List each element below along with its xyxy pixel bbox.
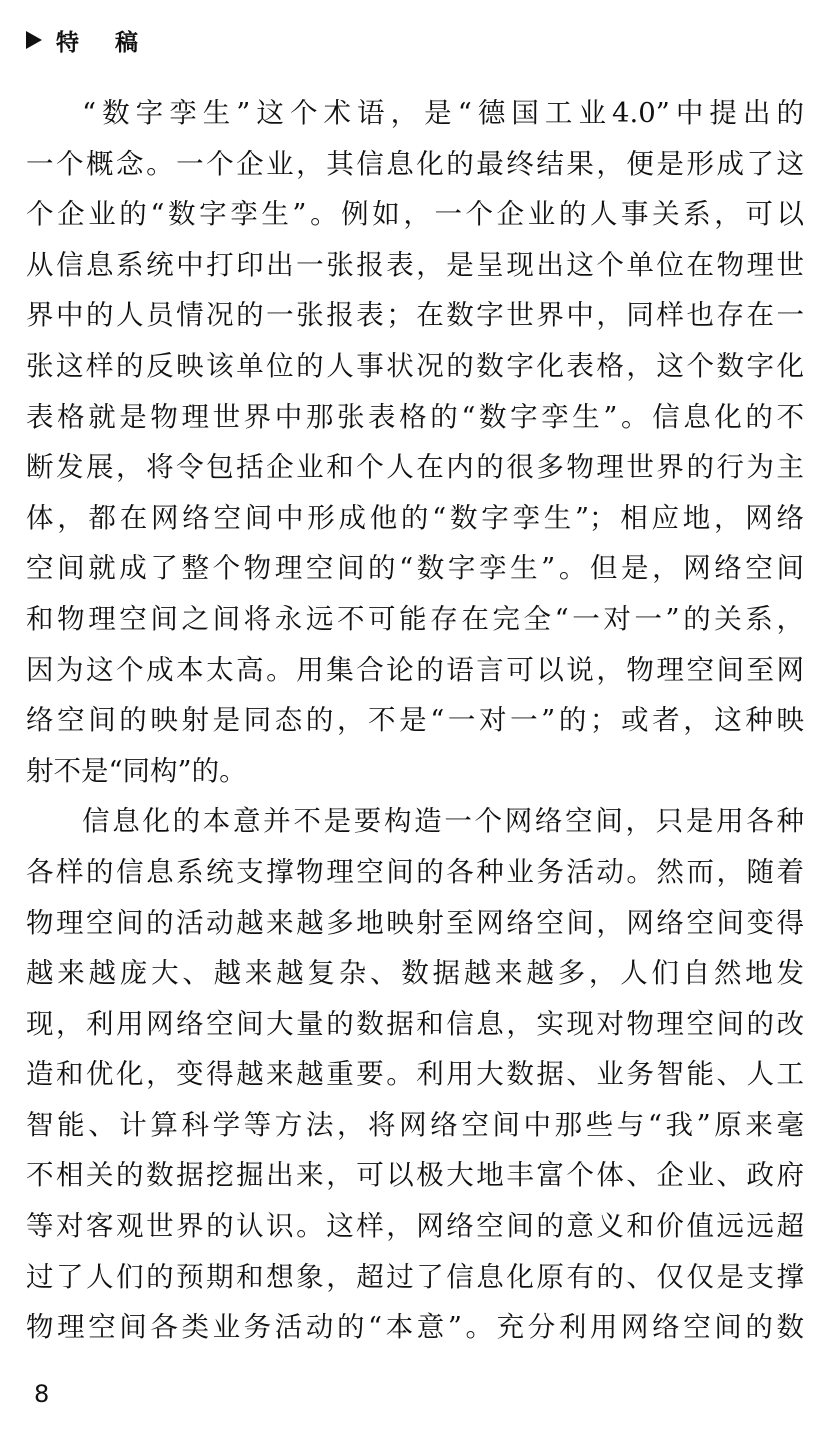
article-body <box>26 88 804 1353</box>
text-line: 造和优化，变得越来越重要。利用大数据、业务智能、人工 <box>26 1058 804 1091</box>
text-line: 射不是“同构”的。 <box>26 754 247 787</box>
section-label: 特稿 <box>56 29 174 56</box>
text-line: “数字孪生”这个术语，是“德国工业4.0”中提出的 <box>82 97 804 129</box>
text-line: 物理空间各类业务活动的“本意”。充分利用网络空间的数 <box>26 1311 804 1344</box>
text-line: 一个概念。一个企业，其信息化的最终结果，便是形成了这 <box>26 147 804 180</box>
text-line: 从信息系统中打印出一张报表，是呈现出这个单位在物理世 <box>26 248 804 281</box>
text-line: 因为这个成本太高。用集合论的语言可以说，物理空间至网 <box>26 653 804 686</box>
text-line: 张这样的反映该单位的人事状况的数字化表格，这个数字化 <box>26 349 804 382</box>
text-line: 界中的人员情况的一张报表；在数字世界中，同样也存在一 <box>26 299 804 332</box>
text-line: 物理空间的活动越来越多地映射至网络空间，网络空间变得 <box>26 906 804 939</box>
text-line: 等对客观世界的认识。这样，网络空间的意义和价值远远超 <box>26 1210 804 1243</box>
text-line: 断发展，将令包括企业和个人在内的很多物理世界的行为主 <box>26 451 804 484</box>
text-line: 表格就是物理世界中那张表格的“数字孪生”。信息化的不 <box>26 400 804 433</box>
text-line: 空间就成了整个物理空间的“数字孪生”。但是，网络空间 <box>26 552 804 585</box>
text-line: 个企业的“数字孪生”。例如，一个企业的人事关系，可以 <box>26 198 804 231</box>
text-line: 不相关的数据挖掘出来，可以极大地丰富个体、企业、政府 <box>26 1159 804 1192</box>
text-line: 越来越庞大、越来越复杂、数据越来越多，人们自然地发 <box>26 957 804 990</box>
text-line: 络空间的映射是同态的，不是“一对一”的；或者，这种映 <box>26 704 804 737</box>
text-line: 过了人们的预期和想象，超过了信息化原有的、仅仅是支撑 <box>26 1260 804 1293</box>
section-header <box>26 22 174 58</box>
text-line: 各样的信息系统支撑物理空间的各种业务活动。然而，随着 <box>26 855 804 888</box>
text-line: 信息化的本意并不是要构造一个网络空间，只是用各种 <box>82 805 804 838</box>
text-line: 智能、计算科学等方法，将网络空间中那些与“我”原来毫 <box>26 1108 804 1141</box>
page-number: 8 <box>34 1380 50 1408</box>
triangle-marker-icon <box>26 31 42 49</box>
text-line: 和物理空间之间将永远不可能存在完全“一对一”的关系， <box>26 602 804 635</box>
text-line: 体，都在网络空间中形成他的“数字孪生”；相应地，网络 <box>26 501 804 534</box>
text-line: 现，利用网络空间大量的数据和信息，实现对物理空间的改 <box>26 1007 804 1040</box>
